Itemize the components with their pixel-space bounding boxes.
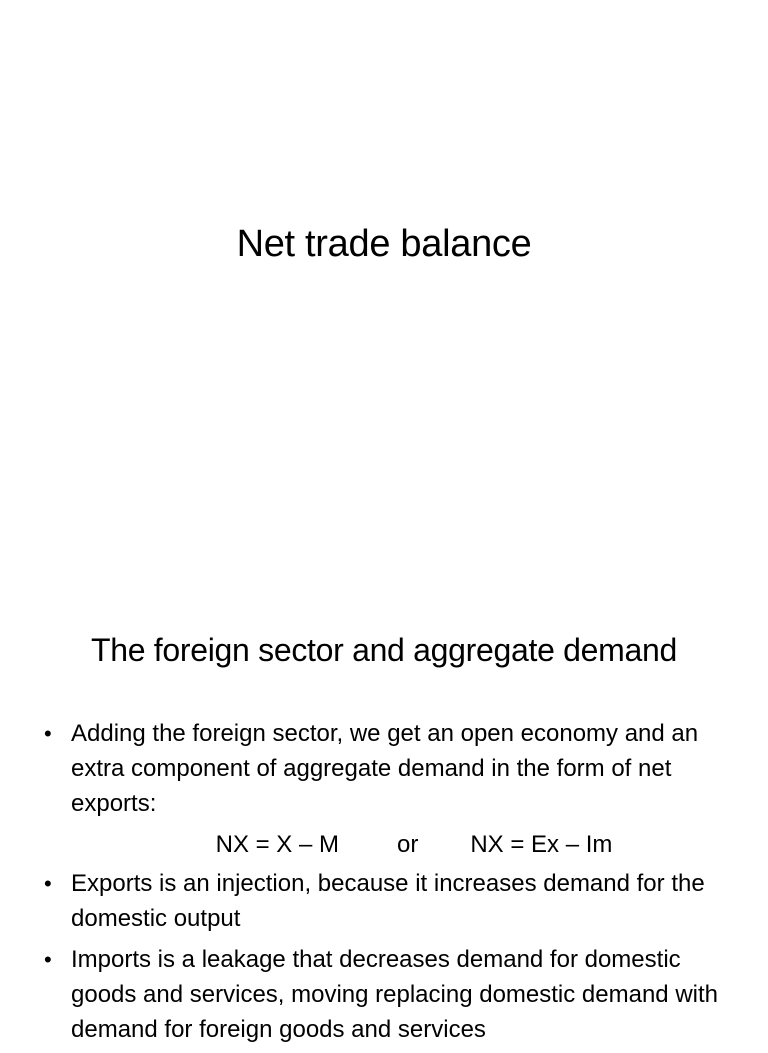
slide-1-title: Net trade balance	[236, 223, 532, 265]
formula-left: NX = X – M	[215, 831, 339, 858]
bullet-item-exports	[44, 866, 744, 936]
bullet-dot-icon: •	[44, 871, 52, 896]
net-exports-formula	[44, 827, 744, 862]
bullet-text: Exports is an injection, because it increases demand for the domestic output	[71, 870, 705, 932]
formula-right: NX = Ex – Im	[470, 831, 613, 858]
slide-2-title: The foreign sector and aggregate demand	[90, 632, 678, 668]
bullet-item-imports	[44, 942, 744, 1047]
bullet-dot-icon: •	[44, 721, 52, 746]
slide-foreign-sector	[0, 576, 768, 1043]
bullet-text: Imports is a leakage that decreases demand for domestic goods and services, moving replacing domestic demand with demand for foreign goods and services	[71, 946, 719, 1043]
bullet-dot-icon: •	[44, 947, 52, 972]
formula-connector: or	[396, 831, 419, 858]
bullet-item-open-economy	[44, 716, 744, 821]
bullet-text: Adding the foreign sector, we get an open economy and an extra component of aggregate demand in the form of net exports:	[71, 720, 699, 817]
bullet-list	[44, 716, 744, 1053]
